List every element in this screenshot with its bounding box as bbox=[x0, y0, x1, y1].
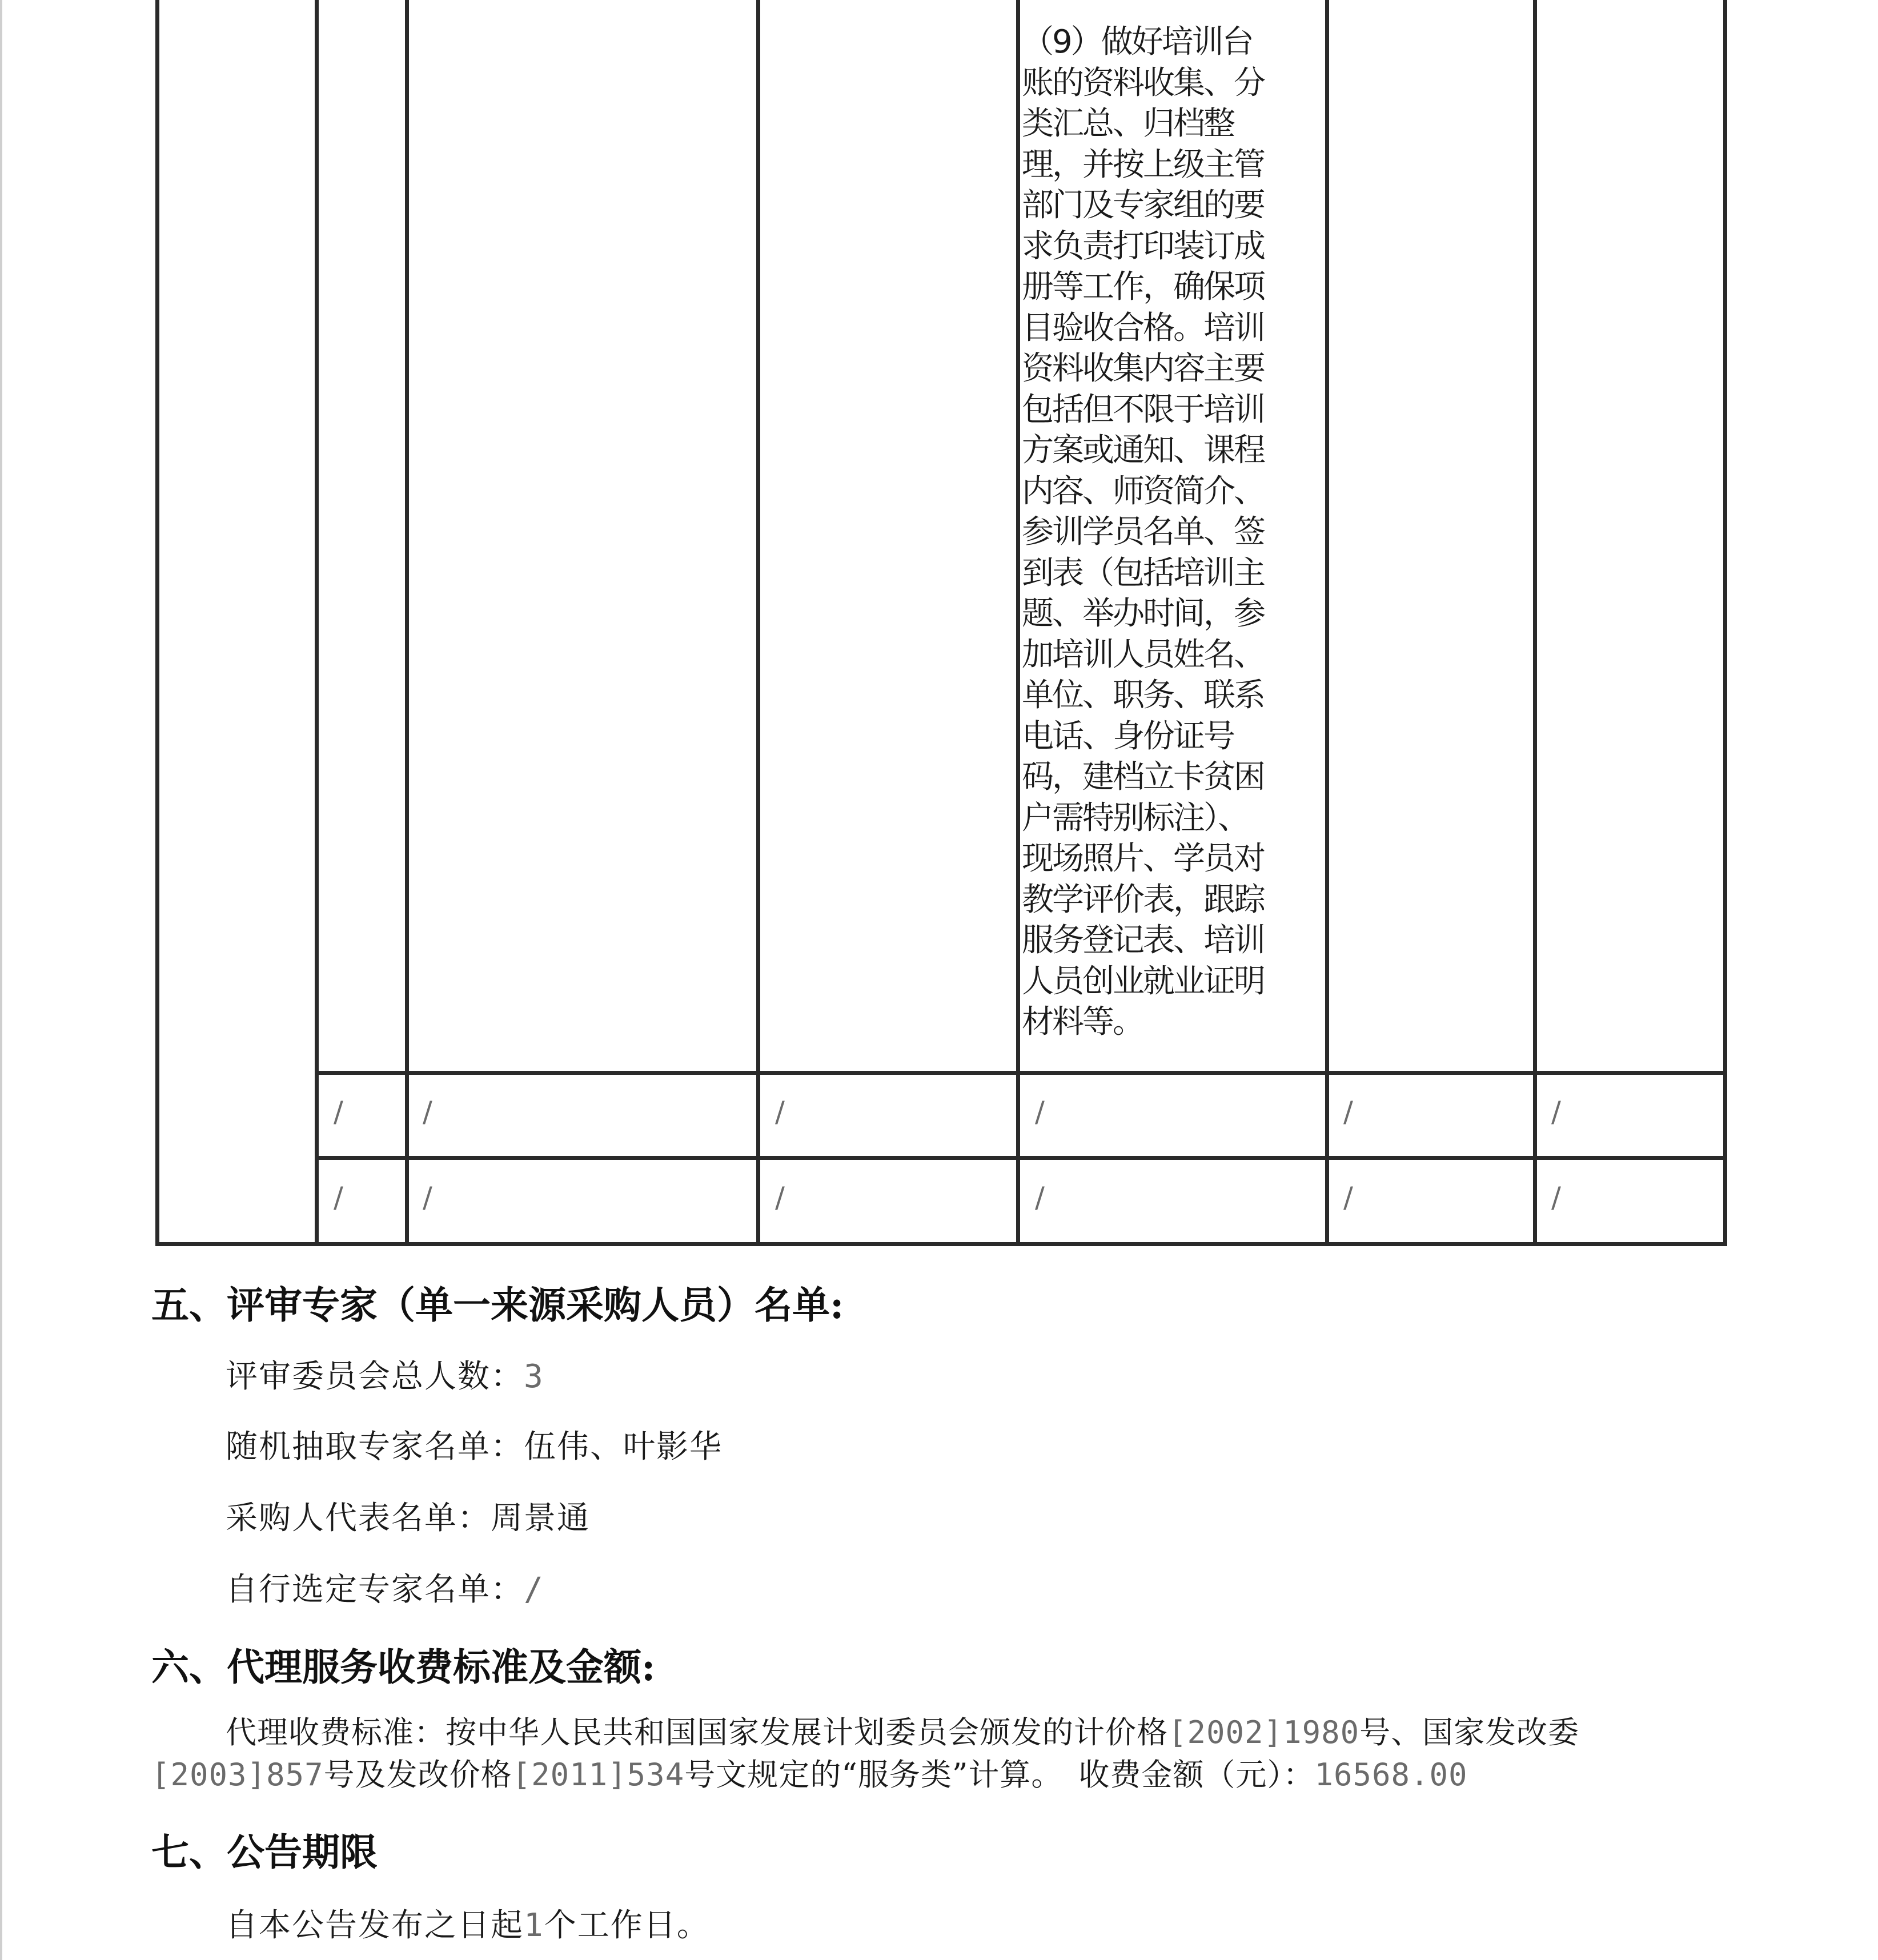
fee-text: 号、国家发改委 bbox=[1359, 1714, 1580, 1750]
buyer-representatives-label: 采购人代表名单： bbox=[226, 1500, 491, 1537]
fee-standard-label: 代理收费标准：按中华人民共和国国家发展计划委员会颁发的计价格 bbox=[226, 1714, 1168, 1750]
table-cell: / bbox=[1343, 1181, 1353, 1214]
notice-period-suffix: 个工作日。 bbox=[544, 1907, 710, 1944]
table-row-divider bbox=[315, 1156, 1727, 1160]
table-col-divider bbox=[1325, 0, 1329, 1246]
fee-ref-2011: [2011]534 bbox=[512, 1757, 685, 1793]
fee-ref-2003: [2003]857 bbox=[151, 1757, 324, 1793]
self-selected-experts bbox=[226, 1564, 544, 1610]
table-cell: / bbox=[334, 1181, 343, 1214]
buyer-representatives-value: 周景通 bbox=[491, 1500, 590, 1537]
table-col-divider bbox=[756, 0, 760, 1246]
random-experts bbox=[226, 1421, 723, 1467]
table-cell: / bbox=[775, 1095, 785, 1128]
random-experts-value: 伍伟、叶影华 bbox=[524, 1428, 723, 1465]
section5-heading: 五、评审专家（单一来源采购人员）名单: bbox=[151, 1283, 844, 1327]
fee-text: 号及发改价格 bbox=[323, 1757, 512, 1793]
fee-ref-2002: [2002]1980 bbox=[1168, 1714, 1360, 1750]
table-cell: / bbox=[1035, 1095, 1045, 1128]
training-requirement-text: （9）做好培训台 账的资料收集、分 类汇总、归档整 理，并按上级主管 部门及专家组的要 求负责打印装订成 册等工作，确保项 目验收合格。培训 资料收集内容主要 包括但不限于培训 方案或通知、课程 内容、师资简介、 参训学员名单、签 到表（包括培训主 题、举办时间，参 加培训人员姓名、 单位、职务、联系 电话、身份证号 码，建档立卡贫困 户需特别标注）、 现场照片、学员对 教学评价表，跟踪 服务登记表、培训 人员创业就业证明 材料等。 bbox=[1022, 23, 1264, 1041]
committee-total-value: 3 bbox=[524, 1358, 544, 1395]
result-table bbox=[155, 0, 1727, 1246]
table-col-divider bbox=[1016, 0, 1020, 1246]
table-col-divider bbox=[315, 0, 319, 1246]
table-border-left bbox=[155, 0, 159, 1246]
self-selected-experts-label: 自行选定专家名单： bbox=[226, 1571, 524, 1608]
table-border-right bbox=[1723, 0, 1727, 1246]
notice-period bbox=[226, 1900, 710, 1946]
buyer-representatives bbox=[226, 1493, 590, 1539]
table-row-divider bbox=[315, 1071, 1727, 1075]
section6-heading: 六、代理服务收费标准及金额: bbox=[151, 1645, 656, 1689]
table-cell: / bbox=[1035, 1181, 1045, 1214]
table-cell: / bbox=[1343, 1095, 1353, 1128]
table-cell: / bbox=[1551, 1181, 1561, 1214]
notice-period-prefix: 自本公告发布之日起 bbox=[226, 1907, 524, 1944]
fee-amount: 16568.00 bbox=[1314, 1757, 1468, 1793]
fee-text: 号文规定的“服务类”计算。 收费金额（元）： bbox=[684, 1757, 1315, 1793]
random-experts-label: 随机抽取专家名单： bbox=[226, 1428, 524, 1465]
table-cell: / bbox=[775, 1181, 785, 1214]
table-cell: / bbox=[423, 1181, 432, 1214]
self-selected-experts-value: / bbox=[524, 1571, 544, 1608]
section7-heading: 七、公告期限 bbox=[151, 1830, 378, 1874]
table-cell: / bbox=[1551, 1095, 1561, 1128]
agency-fee-paragraph bbox=[151, 1712, 1705, 1796]
committee-total-label: 评审委员会总人数： bbox=[226, 1358, 524, 1395]
table-cell: / bbox=[423, 1095, 432, 1128]
table-col-divider bbox=[1533, 0, 1537, 1246]
notice-period-days: 1 bbox=[524, 1907, 544, 1944]
page-left-border bbox=[0, 0, 2, 1960]
committee-total bbox=[226, 1351, 544, 1397]
table-border-bottom bbox=[155, 1242, 1727, 1246]
table-cell: / bbox=[334, 1095, 343, 1128]
table-col-divider bbox=[405, 0, 409, 1246]
